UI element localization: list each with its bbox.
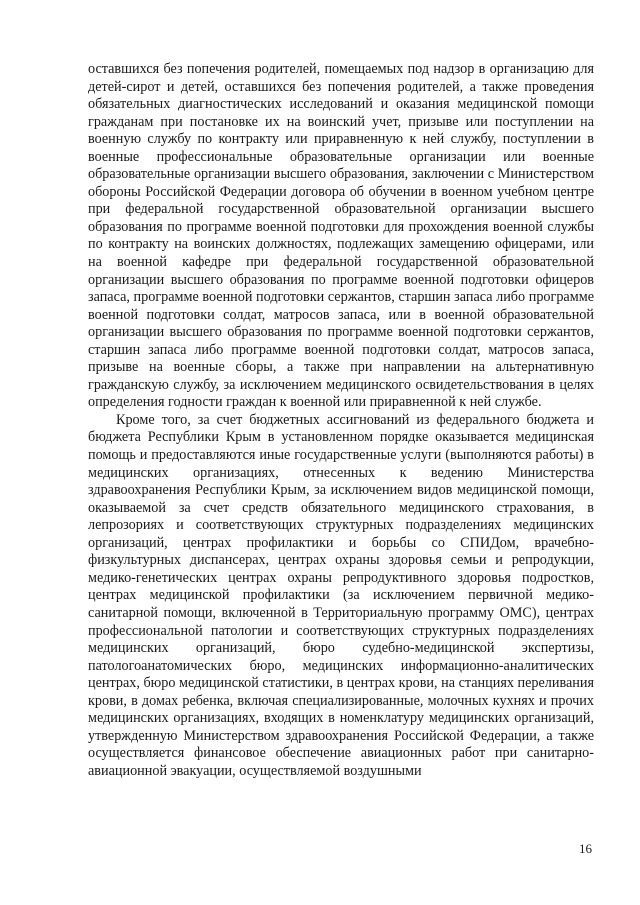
paragraph-budget-funding: Кроме того, за счет бюджетных ассигнований из федерального бюджета и бюджета Республики Крым в установленном порядке оказывается медицинская помощь и предоставляются иные государственные услуги (выполняются работы) в медицинских организациях, отнесенных к ведению Министерства здравоохранения Республики Крым, за исключением видов медицинской помощи, оказываемой за счет средств обязательного медицинского страхования, в лепрозориях и соответствующих структурных подразделениях медицинских организаций, центрах профилактики и борьбы со СПИДом, врачебно-физкультурных диспансерах, центрах охраны здоровья семьи и репродукции, медико-генетических центрах охраны репродуктивного здоровья подростков, центрах медицинской профилактики (за исключением первичной медико-санитарной помощи, включенной в Территориальную программу ОМС), центрах профессиональной патологии и соответствующих структурных подразделениях медицинских организаций, бюро судебно-медицинской экспертизы, патологоанатомических бюро, медицинских информационно-аналитических центрах, бюро медицинской статистики, в центрах крови, на станциях переливания крови, в домах ребенка, включая специализированные, молочных кухнях и прочих медицинских организациях, входящих в номенклатуру медицинских организаций, утвержденную Министерством здравоохранения Российской Федерации, а также осуществляется финансовое обеспечение авиационных работ при санитарно-авиационной эвакуации, осуществляемой воздушными — [88, 411, 594, 779]
paragraph-continued: оставшихся без попечения родителей, помещаемых под надзор в организацию для детей-сирот и детей, оставшихся без попечения родителей, а также проведения обязательных диагностических исследований и оказания медицинской помощи гражданам при постановке их на воинский учет, призыве или поступлении на военную службу по контракту или приравненную к ней службу, поступлении в военные профессиональные образовательные организации или военные образовательные организации высшего образования, заключении с Министерством обороны Российской Федерации договора об обучении в военном учебном центре при федеральной государственной образовательной организации высшего образования по программе военной подготовки для прохождения военной службы по контракту на воинских должностях, подлежащих замещению офицерами, или на военной кафедре при федеральной государственной образовательной организации высшего образования по программе военной подготовки офицеров запаса, программе военной подготовки сержантов, старшин запаса либо программе военной подготовки солдат, матросов запаса, или в военной образовательной организации высшего образования по программе военной подготовки сержантов, старшин запаса либо программе военной подготовки солдат, матросов запаса, призыве на военные сборы, а также при направлении на альтернативную гражданскую службу, за исключением медицинского освидетельствования в целях определения годности граждан к военной или приравненной к ней службе. — [88, 61, 594, 411]
page-number: 16 — [579, 841, 592, 856]
body-text — [88, 61, 594, 780]
